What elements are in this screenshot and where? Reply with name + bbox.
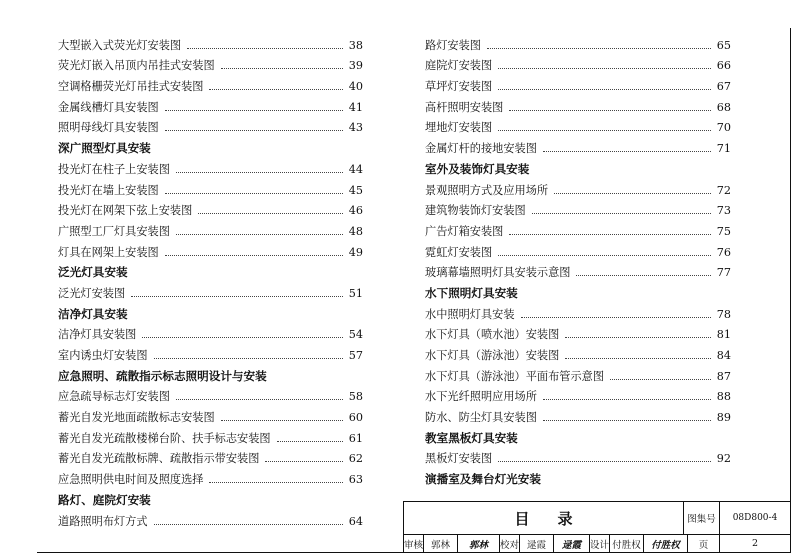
- entry-title: 广照型工厂灯具安装图: [58, 224, 170, 238]
- dot-leader: [221, 68, 343, 69]
- toc-entry: [58, 507, 363, 528]
- design-label: 设计: [590, 535, 610, 552]
- dot-leader: [543, 151, 711, 152]
- title-block-title: 目录: [404, 502, 684, 535]
- atlas-no-label: 图集号: [684, 502, 720, 535]
- toc-entry: [58, 424, 363, 445]
- section-title: 泛光灯具安装: [58, 265, 128, 280]
- entry-title: 大型嵌入式荧光灯安装图: [58, 38, 182, 52]
- entry-page-number: 77: [716, 266, 731, 280]
- toc-entry: [58, 403, 363, 424]
- designer-signature: 付胜权: [644, 535, 688, 552]
- entry-title: 水下灯具（游泳池）平面布管示意图: [425, 369, 605, 383]
- toc-section-heading: [58, 259, 363, 280]
- toc-section-heading: [425, 155, 731, 176]
- dot-leader: [221, 420, 343, 421]
- entry-page-number: 51: [348, 286, 363, 300]
- entry-title: 广告灯箱安装图: [425, 224, 504, 238]
- checker-signature: 逯霞: [554, 535, 590, 552]
- dot-leader: [154, 524, 343, 525]
- entry-page-number: 81: [716, 328, 731, 342]
- toc-section-heading: [425, 465, 731, 486]
- dot-leader: [543, 399, 711, 400]
- dot-leader: [176, 234, 343, 235]
- toc-entry: [58, 176, 363, 197]
- entry-title: 建筑物装饰灯安装图: [425, 204, 526, 218]
- entry-page-number: 66: [716, 59, 731, 73]
- toc-entry: [425, 176, 731, 197]
- atlas-no: 08D800-4: [720, 502, 790, 535]
- review-label: 审核: [404, 535, 424, 552]
- toc-entry: [58, 279, 363, 300]
- dot-leader: [565, 358, 710, 359]
- entry-title: 蓄光自发光疏散楼梯台阶、扶手标志安装图: [58, 431, 271, 445]
- entry-title: 金属灯杆的接地安装图: [425, 142, 537, 156]
- dot-leader: [498, 461, 711, 462]
- dot-leader: [165, 193, 343, 194]
- toc-entry: [58, 155, 363, 176]
- dot-leader: [165, 130, 343, 131]
- entry-title: 道路照明布灯方式: [58, 514, 148, 528]
- entry-page-number: 63: [348, 473, 363, 487]
- section-title: 应急照明、疏散指示标志照明设计与安装: [58, 368, 267, 383]
- entry-page-number: 88: [716, 390, 731, 404]
- dot-leader: [198, 213, 342, 214]
- toc-entry: [425, 114, 731, 135]
- section-title: 路灯、庭院灯安装: [58, 492, 151, 507]
- entry-page-number: 49: [348, 245, 363, 259]
- entry-title: 应急照明供电时间及照度选择: [58, 473, 204, 487]
- entry-title: 洁净灯具安装图: [58, 328, 137, 342]
- toc-entry: [425, 403, 731, 424]
- toc-section-heading: [58, 134, 363, 155]
- entry-title: 水下灯具（游泳池）安装图: [425, 349, 560, 362]
- toc-section-heading: [58, 362, 363, 383]
- signature-row: [404, 535, 790, 552]
- entry-page-number: 43: [348, 121, 363, 135]
- toc-section-heading: [425, 424, 731, 445]
- entry-title: 玻璃幕墙照明灯具安装示意图: [425, 266, 571, 280]
- entry-title: 蓄光自发光疏散标牌、疏散指示带安装图: [58, 452, 260, 466]
- entry-page-number: 58: [348, 390, 363, 404]
- section-title: 洁净灯具安装: [58, 306, 128, 321]
- dot-leader: [509, 110, 710, 111]
- entry-page-number: 57: [348, 349, 363, 362]
- entry-page-number: 73: [716, 204, 731, 218]
- checker-name: 逯霞: [520, 535, 554, 552]
- toc-entry: [425, 341, 731, 362]
- toc-entry: [58, 321, 363, 342]
- toc-entry: [425, 238, 731, 259]
- dot-leader: [165, 110, 343, 111]
- entry-page-number: 76: [716, 245, 731, 259]
- toc-entry: [58, 93, 363, 114]
- dot-leader: [265, 461, 342, 462]
- entry-title: 水下光纤照明应用场所: [425, 390, 537, 404]
- toc-entry: [425, 52, 731, 73]
- toc-right-column: [425, 31, 731, 486]
- dot-leader: [142, 337, 342, 338]
- entry-title: 草坪灯安装图: [425, 80, 493, 94]
- entry-title: 灯具在网架上安装图: [58, 245, 159, 259]
- page-label: 页: [688, 535, 720, 552]
- toc-entry: [425, 362, 731, 383]
- section-title: 演播室及舞台灯光安装: [425, 472, 541, 487]
- entry-title: 埋地灯安装图: [425, 121, 493, 135]
- entry-title: 室内诱虫灯安装图: [58, 349, 148, 362]
- entry-title: 高杆照明安装图: [425, 100, 504, 114]
- section-title: 教室黑板灯具安装: [425, 430, 518, 445]
- entry-title: 荧光灯嵌入吊顶内吊挂式安装图: [58, 59, 215, 73]
- entry-page-number: 75: [716, 224, 731, 238]
- toc-entry: [58, 238, 363, 259]
- dot-leader: [209, 482, 342, 483]
- dot-leader: [498, 68, 711, 69]
- toc-entry: [425, 197, 731, 218]
- entry-title: 投光灯在柱子上安装图: [58, 162, 170, 176]
- entry-page-number: 71: [716, 142, 731, 156]
- dot-leader: [154, 358, 343, 359]
- entry-title: 路灯安装图: [425, 38, 481, 52]
- dot-leader: [176, 172, 343, 173]
- entry-page-number: 62: [348, 452, 363, 466]
- toc-section-heading: [58, 486, 363, 507]
- page-number: 2: [751, 538, 759, 549]
- toc-section-heading: [425, 279, 731, 300]
- dot-leader: [176, 399, 343, 400]
- check-label: 校对: [500, 535, 520, 552]
- toc-entry: [425, 217, 731, 238]
- dot-leader: [498, 255, 711, 256]
- toc-entry: [58, 197, 363, 218]
- dot-leader: [554, 193, 711, 194]
- designer-name: 付胜权: [610, 535, 644, 552]
- section-title: 水下照明灯具安装: [425, 285, 518, 300]
- entry-title: 水中照明灯具安装: [425, 307, 515, 321]
- entry-title: 泛光灯安装图: [58, 286, 126, 300]
- entry-page-number: 72: [716, 183, 731, 197]
- reviewer-signature: 郭林: [458, 535, 500, 552]
- entry-page-number: 78: [716, 307, 731, 321]
- entry-page-number: 89: [716, 411, 731, 425]
- toc-left-column: [58, 31, 363, 528]
- toc-entry: [425, 93, 731, 114]
- title-block: [403, 501, 791, 552]
- entry-page-number: 40: [348, 80, 363, 94]
- entry-page-number: 60: [348, 411, 363, 425]
- toc-entry: [58, 31, 363, 52]
- toc-entry: [425, 72, 731, 93]
- section-title: 室外及装饰灯具安装: [425, 161, 530, 176]
- toc-entry: [58, 383, 363, 404]
- entry-page-number: 38: [348, 38, 363, 52]
- dot-leader: [532, 213, 711, 214]
- toc-entry: [425, 31, 731, 52]
- entry-title: 黑板灯安装图: [425, 452, 493, 466]
- entry-title: 水下灯具（喷水池）安装图: [425, 328, 560, 342]
- entry-title: 霓虹灯安装图: [425, 245, 493, 259]
- entry-page-number: 44: [348, 162, 363, 176]
- entry-title: 防水、防尘灯具安装图: [425, 411, 537, 425]
- entry-title: 庭院灯安装图: [425, 59, 493, 73]
- dot-leader: [610, 379, 711, 380]
- entry-page-number: 39: [348, 59, 363, 73]
- toc-entry: [425, 445, 731, 466]
- entry-title: 应急疏导标志灯安装图: [58, 390, 170, 404]
- entry-page-number: 54: [348, 328, 363, 342]
- entry-title: 投光灯在墙上安装图: [58, 183, 159, 197]
- dot-leader: [565, 337, 710, 338]
- entry-page-number: 92: [716, 452, 731, 466]
- entry-title: 蓄光自发光地面疏散标志安装图: [58, 411, 215, 425]
- toc-entry: [58, 72, 363, 93]
- entry-page-number: 68: [716, 100, 731, 114]
- dot-leader: [498, 130, 711, 131]
- entry-page-number: 84: [716, 349, 731, 362]
- dot-leader: [131, 296, 343, 297]
- toc-entry: [425, 321, 731, 342]
- section-title: 深广照型灯具安装: [58, 141, 151, 156]
- entry-page-number: 67: [716, 80, 731, 94]
- entry-title: 金属线槽灯具安装图: [58, 100, 159, 114]
- entry-page-number: 45: [348, 183, 363, 197]
- toc-section-heading: [58, 300, 363, 321]
- reviewer-name: 郭林: [424, 535, 458, 552]
- toc-entry: [425, 134, 731, 155]
- dot-leader: [209, 89, 342, 90]
- dot-leader: [487, 48, 711, 49]
- toc-entry: [58, 217, 363, 238]
- entry-title: 空调格栅荧光灯吊挂式安装图: [58, 80, 204, 94]
- dot-leader: [521, 317, 711, 318]
- dot-leader: [165, 255, 343, 256]
- entry-page-number: 41: [348, 100, 363, 114]
- dot-leader: [509, 234, 710, 235]
- entry-title: 照明母线灯具安装图: [58, 121, 159, 135]
- toc-entry: [425, 383, 731, 404]
- toc-entry: [58, 114, 363, 135]
- dot-leader: [277, 441, 343, 442]
- dot-leader: [498, 89, 711, 90]
- toc-entry: [425, 259, 731, 280]
- toc-entry: [58, 341, 363, 362]
- dot-leader: [576, 275, 710, 276]
- entry-page-number: 64: [348, 514, 363, 528]
- entry-title: 投光灯在网架下弦上安装图: [58, 204, 193, 218]
- entry-page-number: 87: [716, 369, 731, 383]
- entry-page-number: 48: [348, 224, 363, 238]
- entry-page-number: 61: [348, 431, 363, 445]
- entry-page-number: 46: [348, 204, 363, 218]
- toc-entry: [58, 52, 363, 73]
- entry-title: 景观照明方式及应用场所: [425, 183, 549, 197]
- dot-leader: [543, 420, 711, 421]
- dot-leader: [187, 48, 343, 49]
- toc-entry: [425, 300, 731, 321]
- toc-entry: [58, 465, 363, 486]
- entry-page-number: 70: [716, 121, 731, 135]
- entry-page-number: 65: [716, 38, 731, 52]
- toc-entry: [58, 445, 363, 466]
